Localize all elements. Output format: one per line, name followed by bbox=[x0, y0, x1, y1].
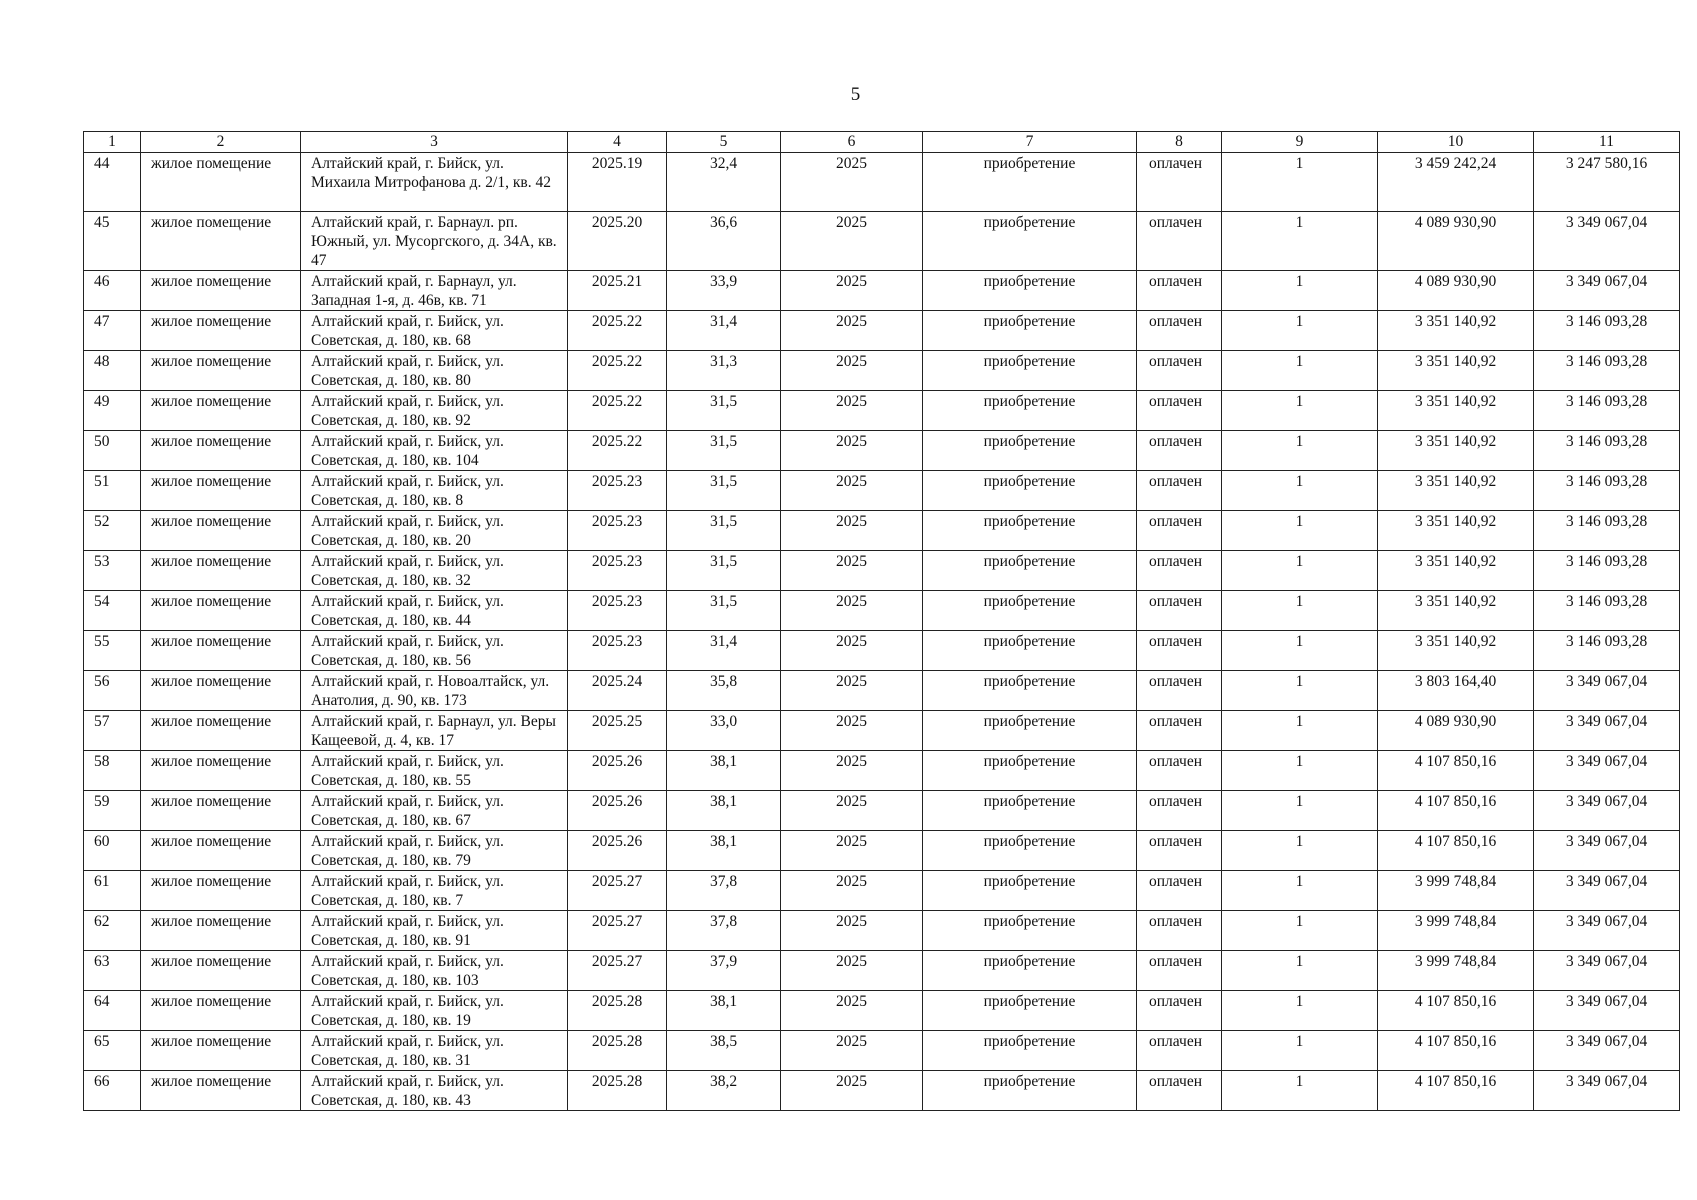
address-cell: Алтайский край, г. Бийск, ул. Советская, д. 180, кв. 79 bbox=[301, 831, 568, 871]
acquisition-method-cell: приобретение bbox=[923, 311, 1137, 351]
object-type-cell: жилое помещение bbox=[141, 1031, 301, 1071]
object-type-cell: жилое помещение bbox=[141, 391, 301, 431]
amount-total-cell: 3 351 140,92 bbox=[1378, 631, 1534, 671]
record-code-cell: 2025.28 bbox=[568, 1031, 667, 1071]
payment-status-cell: оплачен bbox=[1137, 271, 1222, 311]
year-cell: 2025 bbox=[781, 951, 923, 991]
acquisition-method-cell: приобретение bbox=[923, 1031, 1137, 1071]
row-number-cell: 51 bbox=[84, 471, 141, 511]
amount-subsidy-cell: 3 349 067,04 bbox=[1534, 831, 1680, 871]
amount-total-cell: 3 351 140,92 bbox=[1378, 391, 1534, 431]
area-cell: 38,5 bbox=[667, 1031, 781, 1071]
column-header: 7 bbox=[923, 132, 1137, 153]
acquisition-method-cell: приобретение bbox=[923, 631, 1137, 671]
amount-total-cell: 3 999 748,84 bbox=[1378, 911, 1534, 951]
amount-total-cell: 3 803 164,40 bbox=[1378, 671, 1534, 711]
acquisition-method-cell: приобретение bbox=[923, 671, 1137, 711]
header-row bbox=[84, 132, 1680, 153]
table-row bbox=[84, 471, 1680, 511]
acquisition-method-cell: приобретение bbox=[923, 871, 1137, 911]
year-cell: 2025 bbox=[781, 991, 923, 1031]
row-number-cell: 56 bbox=[84, 671, 141, 711]
amount-subsidy-cell: 3 146 093,28 bbox=[1534, 551, 1680, 591]
quantity-cell: 1 bbox=[1222, 591, 1378, 631]
area-cell: 32,4 bbox=[667, 153, 781, 212]
year-cell: 2025 bbox=[781, 871, 923, 911]
quantity-cell: 1 bbox=[1222, 751, 1378, 791]
payment-status-cell: оплачен bbox=[1137, 1031, 1222, 1071]
quantity-cell: 1 bbox=[1222, 271, 1378, 311]
row-number-cell: 46 bbox=[84, 271, 141, 311]
row-number-cell: 54 bbox=[84, 591, 141, 631]
payment-status-cell: оплачен bbox=[1137, 511, 1222, 551]
amount-total-cell: 3 351 140,92 bbox=[1378, 591, 1534, 631]
address-cell: Алтайский край, г. Бийск, ул. Советская, д. 180, кв. 43 bbox=[301, 1071, 568, 1111]
object-type-cell: жилое помещение bbox=[141, 271, 301, 311]
payment-status-cell: оплачен bbox=[1137, 591, 1222, 631]
table-row bbox=[84, 431, 1680, 471]
record-code-cell: 2025.27 bbox=[568, 951, 667, 991]
table-row bbox=[84, 1031, 1680, 1071]
quantity-cell: 1 bbox=[1222, 991, 1378, 1031]
area-cell: 37,9 bbox=[667, 951, 781, 991]
amount-subsidy-cell: 3 146 093,28 bbox=[1534, 351, 1680, 391]
area-cell: 38,1 bbox=[667, 991, 781, 1031]
year-cell: 2025 bbox=[781, 391, 923, 431]
amount-subsidy-cell: 3 349 067,04 bbox=[1534, 991, 1680, 1031]
address-cell: Алтайский край, г. Бийск, ул. Советская, д. 180, кв. 67 bbox=[301, 791, 568, 831]
amount-subsidy-cell: 3 349 067,04 bbox=[1534, 951, 1680, 991]
record-code-cell: 2025.23 bbox=[568, 631, 667, 671]
object-type-cell: жилое помещение bbox=[141, 511, 301, 551]
area-cell: 31,4 bbox=[667, 311, 781, 351]
area-cell: 33,0 bbox=[667, 711, 781, 751]
acquisition-method-cell: приобретение bbox=[923, 153, 1137, 212]
year-cell: 2025 bbox=[781, 471, 923, 511]
amount-subsidy-cell: 3 146 093,28 bbox=[1534, 391, 1680, 431]
payment-status-cell: оплачен bbox=[1137, 153, 1222, 212]
table-row bbox=[84, 212, 1680, 271]
amount-total-cell: 3 459 242,24 bbox=[1378, 153, 1534, 212]
area-cell: 38,1 bbox=[667, 831, 781, 871]
quantity-cell: 1 bbox=[1222, 911, 1378, 951]
amount-total-cell: 3 351 140,92 bbox=[1378, 511, 1534, 551]
amount-total-cell: 3 351 140,92 bbox=[1378, 551, 1534, 591]
payment-status-cell: оплачен bbox=[1137, 711, 1222, 751]
area-cell: 37,8 bbox=[667, 871, 781, 911]
acquisition-method-cell: приобретение bbox=[923, 831, 1137, 871]
object-type-cell: жилое помещение bbox=[141, 351, 301, 391]
quantity-cell: 1 bbox=[1222, 1031, 1378, 1071]
acquisition-method-cell: приобретение bbox=[923, 991, 1137, 1031]
record-code-cell: 2025.22 bbox=[568, 351, 667, 391]
column-header: 9 bbox=[1222, 132, 1378, 153]
object-type-cell: жилое помещение bbox=[141, 471, 301, 511]
address-cell: Алтайский край, г. Бийск, ул. Советская, д. 180, кв. 19 bbox=[301, 991, 568, 1031]
column-header: 11 bbox=[1534, 132, 1680, 153]
table-row bbox=[84, 271, 1680, 311]
address-cell: Алтайский край, г. Бийск, ул. Советская, д. 180, кв. 92 bbox=[301, 391, 568, 431]
object-type-cell: жилое помещение bbox=[141, 431, 301, 471]
row-number-cell: 53 bbox=[84, 551, 141, 591]
amount-total-cell: 3 999 748,84 bbox=[1378, 951, 1534, 991]
record-code-cell: 2025.22 bbox=[568, 431, 667, 471]
row-number-cell: 63 bbox=[84, 951, 141, 991]
address-cell: Алтайский край, г. Бийск, ул. Советская, д. 180, кв. 55 bbox=[301, 751, 568, 791]
record-code-cell: 2025.22 bbox=[568, 311, 667, 351]
column-header: 4 bbox=[568, 132, 667, 153]
year-cell: 2025 bbox=[781, 1031, 923, 1071]
address-cell: Алтайский край, г. Бийск, ул. Советская, д. 180, кв. 104 bbox=[301, 431, 568, 471]
object-type-cell: жилое помещение bbox=[141, 1071, 301, 1111]
amount-total-cell: 4 089 930,90 bbox=[1378, 711, 1534, 751]
acquisition-method-cell: приобретение bbox=[923, 431, 1137, 471]
record-code-cell: 2025.26 bbox=[568, 791, 667, 831]
amount-subsidy-cell: 3 146 093,28 bbox=[1534, 511, 1680, 551]
quantity-cell: 1 bbox=[1222, 871, 1378, 911]
table-row bbox=[84, 311, 1680, 351]
quantity-cell: 1 bbox=[1222, 791, 1378, 831]
record-code-cell: 2025.23 bbox=[568, 551, 667, 591]
address-cell: Алтайский край, г. Бийск, ул. Советская, д. 180, кв. 80 bbox=[301, 351, 568, 391]
year-cell: 2025 bbox=[781, 911, 923, 951]
object-type-cell: жилое помещение bbox=[141, 153, 301, 212]
amount-subsidy-cell: 3 247 580,16 bbox=[1534, 153, 1680, 212]
quantity-cell: 1 bbox=[1222, 511, 1378, 551]
row-number-cell: 62 bbox=[84, 911, 141, 951]
row-number-cell: 49 bbox=[84, 391, 141, 431]
table-row bbox=[84, 711, 1680, 751]
amount-subsidy-cell: 3 349 067,04 bbox=[1534, 1031, 1680, 1071]
payment-status-cell: оплачен bbox=[1137, 391, 1222, 431]
amount-total-cell: 4 107 850,16 bbox=[1378, 991, 1534, 1031]
address-cell: Алтайский край, г. Бийск, ул. Советская, д. 180, кв. 103 bbox=[301, 951, 568, 991]
table-row bbox=[84, 991, 1680, 1031]
table-row bbox=[84, 153, 1680, 212]
amount-total-cell: 4 107 850,16 bbox=[1378, 1071, 1534, 1111]
record-code-cell: 2025.26 bbox=[568, 751, 667, 791]
object-type-cell: жилое помещение bbox=[141, 831, 301, 871]
year-cell: 2025 bbox=[781, 831, 923, 871]
amount-total-cell: 3 351 140,92 bbox=[1378, 351, 1534, 391]
area-cell: 31,3 bbox=[667, 351, 781, 391]
quantity-cell: 1 bbox=[1222, 153, 1378, 212]
quantity-cell: 1 bbox=[1222, 671, 1378, 711]
acquisition-method-cell: приобретение bbox=[923, 391, 1137, 431]
record-code-cell: 2025.27 bbox=[568, 871, 667, 911]
amount-subsidy-cell: 3 146 093,28 bbox=[1534, 591, 1680, 631]
table-row bbox=[84, 351, 1680, 391]
area-cell: 31,4 bbox=[667, 631, 781, 671]
quantity-cell: 1 bbox=[1222, 711, 1378, 751]
column-header: 2 bbox=[141, 132, 301, 153]
row-number-cell: 45 bbox=[84, 212, 141, 271]
column-header: 3 bbox=[301, 132, 568, 153]
row-number-cell: 61 bbox=[84, 871, 141, 911]
table-row bbox=[84, 751, 1680, 791]
payment-status-cell: оплачен bbox=[1137, 311, 1222, 351]
object-type-cell: жилое помещение bbox=[141, 711, 301, 751]
table-row bbox=[84, 791, 1680, 831]
amount-total-cell: 4 089 930,90 bbox=[1378, 212, 1534, 271]
row-number-cell: 66 bbox=[84, 1071, 141, 1111]
table-row bbox=[84, 1071, 1680, 1111]
object-type-cell: жилое помещение bbox=[141, 911, 301, 951]
address-cell: Алтайский край, г. Бийск, ул. Советская, д. 180, кв. 20 bbox=[301, 511, 568, 551]
object-type-cell: жилое помещение bbox=[141, 212, 301, 271]
acquisition-method-cell: приобретение bbox=[923, 511, 1137, 551]
table-row bbox=[84, 511, 1680, 551]
year-cell: 2025 bbox=[781, 711, 923, 751]
year-cell: 2025 bbox=[781, 631, 923, 671]
amount-total-cell: 4 107 850,16 bbox=[1378, 791, 1534, 831]
amount-subsidy-cell: 3 146 093,28 bbox=[1534, 311, 1680, 351]
row-number-cell: 65 bbox=[84, 1031, 141, 1071]
table-row bbox=[84, 591, 1680, 631]
quantity-cell: 1 bbox=[1222, 471, 1378, 511]
year-cell: 2025 bbox=[781, 751, 923, 791]
table-row bbox=[84, 551, 1680, 591]
payment-status-cell: оплачен bbox=[1137, 791, 1222, 831]
year-cell: 2025 bbox=[781, 791, 923, 831]
row-number-cell: 64 bbox=[84, 991, 141, 1031]
address-cell: Алтайский край, г. Барнаул, ул. Западная 1-я, д. 46в, кв. 71 bbox=[301, 271, 568, 311]
year-cell: 2025 bbox=[781, 671, 923, 711]
quantity-cell: 1 bbox=[1222, 351, 1378, 391]
payment-status-cell: оплачен bbox=[1137, 351, 1222, 391]
address-cell: Алтайский край, г. Бийск, ул. Советская, д. 180, кв. 31 bbox=[301, 1031, 568, 1071]
object-type-cell: жилое помещение bbox=[141, 871, 301, 911]
payment-status-cell: оплачен bbox=[1137, 951, 1222, 991]
object-type-cell: жилое помещение bbox=[141, 591, 301, 631]
table-row bbox=[84, 831, 1680, 871]
quantity-cell: 1 bbox=[1222, 391, 1378, 431]
address-cell: Алтайский край, г. Бийск, ул. Советская, д. 180, кв. 91 bbox=[301, 911, 568, 951]
address-cell: Алтайский край, г. Барнаул. рп. Южный, ул. Мусоргского, д. 34А, кв. 47 bbox=[301, 212, 568, 271]
area-cell: 38,2 bbox=[667, 1071, 781, 1111]
year-cell: 2025 bbox=[781, 311, 923, 351]
amount-subsidy-cell: 3 349 067,04 bbox=[1534, 871, 1680, 911]
table-body bbox=[84, 153, 1680, 1111]
acquisition-method-cell: приобретение bbox=[923, 212, 1137, 271]
address-cell: Алтайский край, г. Бийск, ул. Советская, д. 180, кв. 7 bbox=[301, 871, 568, 911]
column-header: 8 bbox=[1137, 132, 1222, 153]
area-cell: 31,5 bbox=[667, 471, 781, 511]
area-cell: 31,5 bbox=[667, 511, 781, 551]
area-cell: 35,8 bbox=[667, 671, 781, 711]
object-type-cell: жилое помещение bbox=[141, 311, 301, 351]
record-code-cell: 2025.23 bbox=[568, 591, 667, 631]
amount-subsidy-cell: 3 349 067,04 bbox=[1534, 791, 1680, 831]
quantity-cell: 1 bbox=[1222, 431, 1378, 471]
address-cell: Алтайский край, г. Бийск, ул. Советская, д. 180, кв. 44 bbox=[301, 591, 568, 631]
quantity-cell: 1 bbox=[1222, 551, 1378, 591]
year-cell: 2025 bbox=[781, 551, 923, 591]
record-code-cell: 2025.24 bbox=[568, 671, 667, 711]
record-code-cell: 2025.21 bbox=[568, 271, 667, 311]
amount-total-cell: 3 999 748,84 bbox=[1378, 871, 1534, 911]
acquisition-method-cell: приобретение bbox=[923, 751, 1137, 791]
payment-status-cell: оплачен bbox=[1137, 551, 1222, 591]
area-cell: 38,1 bbox=[667, 791, 781, 831]
year-cell: 2025 bbox=[781, 153, 923, 212]
area-cell: 31,5 bbox=[667, 591, 781, 631]
record-code-cell: 2025.20 bbox=[568, 212, 667, 271]
row-number-cell: 44 bbox=[84, 153, 141, 212]
acquisition-method-cell: приобретение bbox=[923, 591, 1137, 631]
table-row bbox=[84, 951, 1680, 991]
acquisition-method-cell: приобретение bbox=[923, 551, 1137, 591]
column-header: 5 bbox=[667, 132, 781, 153]
address-cell: Алтайский край, г. Бийск, ул. Михаила Митрофанова д. 2/1, кв. 42 bbox=[301, 153, 568, 212]
column-header: 6 bbox=[781, 132, 923, 153]
payment-status-cell: оплачен bbox=[1137, 431, 1222, 471]
acquisition-method-cell: приобретение bbox=[923, 271, 1137, 311]
payment-status-cell: оплачен bbox=[1137, 1071, 1222, 1111]
amount-total-cell: 3 351 140,92 bbox=[1378, 431, 1534, 471]
amount-subsidy-cell: 3 349 067,04 bbox=[1534, 271, 1680, 311]
amount-subsidy-cell: 3 349 067,04 bbox=[1534, 671, 1680, 711]
amount-total-cell: 3 351 140,92 bbox=[1378, 311, 1534, 351]
area-cell: 38,1 bbox=[667, 751, 781, 791]
object-type-cell: жилое помещение bbox=[141, 791, 301, 831]
amount-subsidy-cell: 3 146 093,28 bbox=[1534, 431, 1680, 471]
area-cell: 37,8 bbox=[667, 911, 781, 951]
amount-total-cell: 4 107 850,16 bbox=[1378, 751, 1534, 791]
object-type-cell: жилое помещение bbox=[141, 631, 301, 671]
year-cell: 2025 bbox=[781, 591, 923, 631]
address-cell: Алтайский край, г. Барнаул, ул. Веры Кащеевой, д. 4, кв. 17 bbox=[301, 711, 568, 751]
quantity-cell: 1 bbox=[1222, 311, 1378, 351]
object-type-cell: жилое помещение bbox=[141, 991, 301, 1031]
acquisition-method-cell: приобретение bbox=[923, 951, 1137, 991]
row-number-cell: 58 bbox=[84, 751, 141, 791]
table-row bbox=[84, 871, 1680, 911]
quantity-cell: 1 bbox=[1222, 212, 1378, 271]
record-code-cell: 2025.27 bbox=[568, 911, 667, 951]
address-cell: Алтайский край, г. Бийск, ул. Советская, д. 180, кв. 68 bbox=[301, 311, 568, 351]
address-cell: Алтайский край, г. Бийск, ул. Советская, д. 180, кв. 32 bbox=[301, 551, 568, 591]
record-code-cell: 2025.26 bbox=[568, 831, 667, 871]
record-code-cell: 2025.25 bbox=[568, 711, 667, 751]
record-code-cell: 2025.23 bbox=[568, 471, 667, 511]
object-type-cell: жилое помещение bbox=[141, 751, 301, 791]
row-number-cell: 57 bbox=[84, 711, 141, 751]
amount-total-cell: 4 089 930,90 bbox=[1378, 271, 1534, 311]
page-number: 5 bbox=[850, 84, 861, 105]
acquisition-method-cell: приобретение bbox=[923, 911, 1137, 951]
amount-subsidy-cell: 3 349 067,04 bbox=[1534, 911, 1680, 951]
row-number-cell: 59 bbox=[84, 791, 141, 831]
table-row bbox=[84, 631, 1680, 671]
amount-total-cell: 4 107 850,16 bbox=[1378, 831, 1534, 871]
property-table bbox=[83, 131, 1680, 1111]
payment-status-cell: оплачен bbox=[1137, 871, 1222, 911]
payment-status-cell: оплачен bbox=[1137, 212, 1222, 271]
record-code-cell: 2025.22 bbox=[568, 391, 667, 431]
payment-status-cell: оплачен bbox=[1137, 911, 1222, 951]
year-cell: 2025 bbox=[781, 271, 923, 311]
year-cell: 2025 bbox=[781, 351, 923, 391]
table-row bbox=[84, 391, 1680, 431]
table-row bbox=[84, 911, 1680, 951]
acquisition-method-cell: приобретение bbox=[923, 471, 1137, 511]
amount-subsidy-cell: 3 146 093,28 bbox=[1534, 631, 1680, 671]
payment-status-cell: оплачен bbox=[1137, 631, 1222, 671]
row-number-cell: 55 bbox=[84, 631, 141, 671]
row-number-cell: 60 bbox=[84, 831, 141, 871]
row-number-cell: 47 bbox=[84, 311, 141, 351]
quantity-cell: 1 bbox=[1222, 1071, 1378, 1111]
amount-subsidy-cell: 3 349 067,04 bbox=[1534, 212, 1680, 271]
row-number-cell: 52 bbox=[84, 511, 141, 551]
payment-status-cell: оплачен bbox=[1137, 671, 1222, 711]
area-cell: 31,5 bbox=[667, 391, 781, 431]
object-type-cell: жилое помещение bbox=[141, 551, 301, 591]
amount-total-cell: 3 351 140,92 bbox=[1378, 471, 1534, 511]
record-code-cell: 2025.28 bbox=[568, 991, 667, 1031]
payment-status-cell: оплачен bbox=[1137, 751, 1222, 791]
amount-subsidy-cell: 3 146 093,28 bbox=[1534, 471, 1680, 511]
amount-subsidy-cell: 3 349 067,04 bbox=[1534, 751, 1680, 791]
address-cell: Алтайский край, г. Новоалтайск, ул. Анатолия, д. 90, кв. 173 bbox=[301, 671, 568, 711]
quantity-cell: 1 bbox=[1222, 951, 1378, 991]
amount-subsidy-cell: 3 349 067,04 bbox=[1534, 711, 1680, 751]
table-header bbox=[84, 132, 1680, 153]
row-number-cell: 50 bbox=[84, 431, 141, 471]
area-cell: 31,5 bbox=[667, 431, 781, 471]
column-header: 1 bbox=[84, 132, 141, 153]
record-code-cell: 2025.23 bbox=[568, 511, 667, 551]
table-row bbox=[84, 671, 1680, 711]
acquisition-method-cell: приобретение bbox=[923, 351, 1137, 391]
row-number-cell: 48 bbox=[84, 351, 141, 391]
acquisition-method-cell: приобретение bbox=[923, 1071, 1137, 1111]
record-code-cell: 2025.19 bbox=[568, 153, 667, 212]
address-cell: Алтайский край, г. Бийск, ул. Советская, д. 180, кв. 56 bbox=[301, 631, 568, 671]
area-cell: 31,5 bbox=[667, 551, 781, 591]
record-code-cell: 2025.28 bbox=[568, 1071, 667, 1111]
acquisition-method-cell: приобретение bbox=[923, 711, 1137, 751]
year-cell: 2025 bbox=[781, 511, 923, 551]
payment-status-cell: оплачен bbox=[1137, 471, 1222, 511]
amount-total-cell: 4 107 850,16 bbox=[1378, 1031, 1534, 1071]
acquisition-method-cell: приобретение bbox=[923, 791, 1137, 831]
quantity-cell: 1 bbox=[1222, 631, 1378, 671]
year-cell: 2025 bbox=[781, 1071, 923, 1111]
amount-subsidy-cell: 3 349 067,04 bbox=[1534, 1071, 1680, 1111]
object-type-cell: жилое помещение bbox=[141, 671, 301, 711]
area-cell: 36,6 bbox=[667, 212, 781, 271]
area-cell: 33,9 bbox=[667, 271, 781, 311]
payment-status-cell: оплачен bbox=[1137, 831, 1222, 871]
year-cell: 2025 bbox=[781, 212, 923, 271]
column-header: 10 bbox=[1378, 132, 1534, 153]
object-type-cell: жилое помещение bbox=[141, 951, 301, 991]
payment-status-cell: оплачен bbox=[1137, 991, 1222, 1031]
year-cell: 2025 bbox=[781, 431, 923, 471]
quantity-cell: 1 bbox=[1222, 831, 1378, 871]
address-cell: Алтайский край, г. Бийск, ул. Советская, д. 180, кв. 8 bbox=[301, 471, 568, 511]
